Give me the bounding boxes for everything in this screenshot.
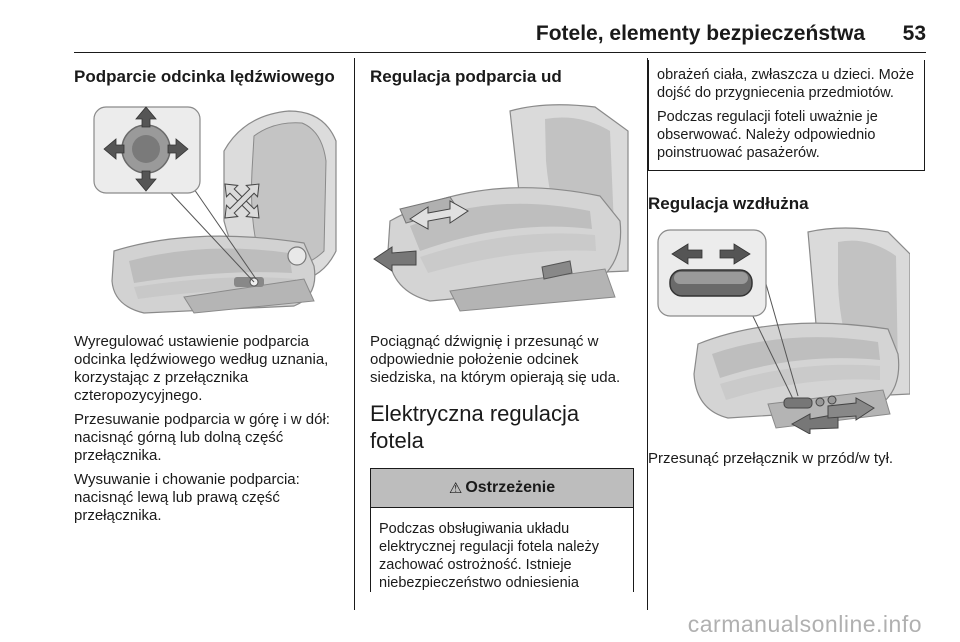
- paragraph: Wysuwanie i chowanie podparcia: nacisnąć lewą lub prawą część przełącznika.: [74, 471, 300, 525]
- header-title: Fotele, elementy bezpieczeństwa: [535, 22, 865, 45]
- lumbar-support-illustration: [74, 101, 340, 315]
- warning-text: obrażeń ciała, zwłaszcza u dzieci. Może dojść do przygniecenia przedmiotów.: [657, 67, 915, 101]
- warning-header: [371, 468, 633, 508]
- warning-triangle-icon: ⚠: [448, 480, 463, 498]
- watermark: carmanualsonline.info: [687, 611, 922, 637]
- section-heading-lumbar: Podparcie odcinka lędźwiowego: [74, 67, 335, 86]
- page-number: 53: [902, 22, 926, 45]
- column-divider: [354, 58, 355, 610]
- section-heading-thigh-support: Regulacja podparcia ud: [370, 67, 562, 86]
- paragraph: Wyregulować ustawienie podparcia odcinka lędźwiowego według uznania, korzystając z przełącznika czteropozycyjnego.: [74, 333, 329, 405]
- warning-text: Podczas obsługiwania układu elektrycznej regulacji fotela należy zachować ostrożność. Istnieje niebezpieczeństwo odniesienia: [379, 521, 600, 592]
- paragraph: Pociągnąć dźwignię i przesunąć w odpowiednie położenie odcinek siedziska, na którym opierają się uda.: [370, 333, 621, 387]
- warning-box-continued: [648, 60, 925, 171]
- warning-box: [370, 468, 634, 592]
- column-thigh-support: [370, 60, 634, 592]
- column-longitudinal: [648, 60, 926, 474]
- section-heading-longitudinal: Regulacja wzdłużna: [648, 194, 809, 213]
- paragraph: Przesunąć przełącznik w przód/w tył.: [648, 450, 894, 468]
- thigh-support-illustration: [370, 101, 632, 315]
- column-lumbar: [74, 60, 344, 531]
- section-title-electric: Elektryczna regulacja fotela: [370, 401, 580, 453]
- warning-text: Podczas regulacji foteli uważnie je obserwować. Należy odpowiednio poinstruować pasażerów.: [657, 109, 878, 161]
- header-rule: [74, 52, 926, 53]
- warning-title: Ostrzeżenie: [465, 479, 556, 497]
- longitudinal-adjustment-illustration: [648, 224, 910, 434]
- paragraph: Przesuwanie podparcia w górę i w dół: nacisnąć górną lub dolną część przełącznika.: [74, 411, 330, 465]
